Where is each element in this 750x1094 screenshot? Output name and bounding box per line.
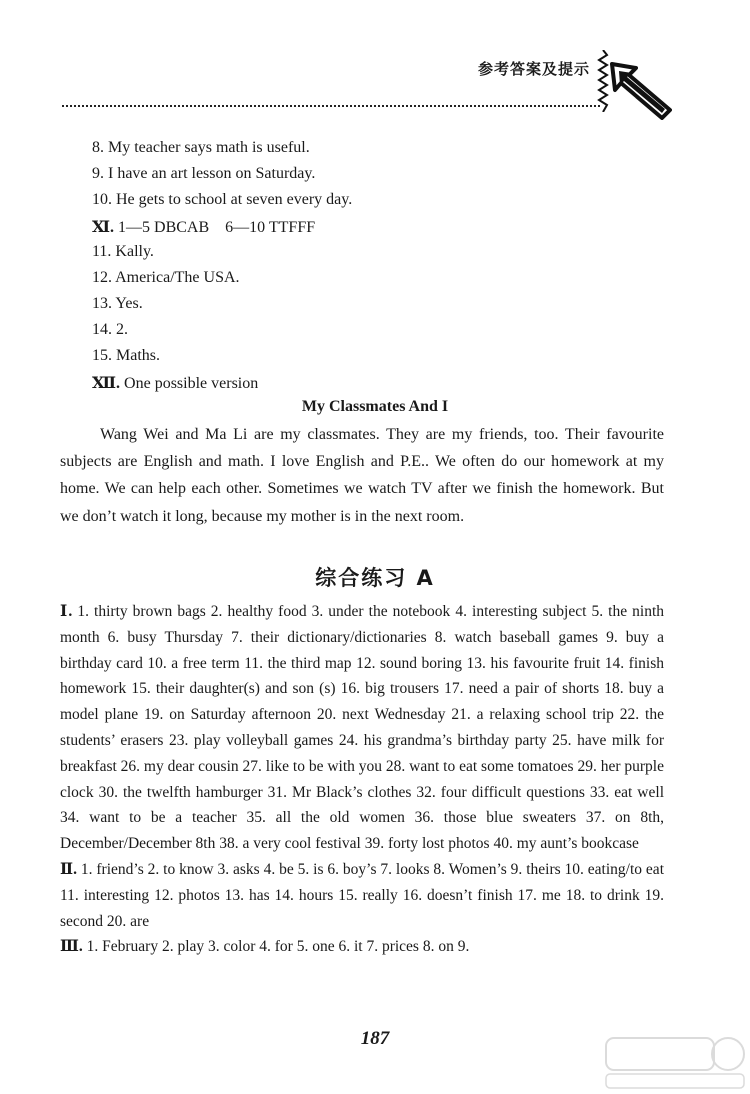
answer-text: 10. He gets to school at seven every day. bbox=[92, 191, 353, 208]
exercise-answers: 1. February 2. play 3. color 4. for 5. one 6. it 7. prices 8. on 9. bbox=[86, 938, 470, 956]
answer-line bbox=[92, 165, 315, 183]
exercise-paragraph bbox=[60, 599, 664, 857]
answer-text: 14. 2. bbox=[92, 321, 128, 338]
essay-title: My Classmates And I bbox=[301, 398, 449, 415]
answer-line bbox=[92, 217, 315, 237]
section-heading: 综合练习 A bbox=[315, 566, 435, 590]
answer-line bbox=[92, 269, 240, 287]
exercise-number: Ⅲ. bbox=[60, 938, 83, 956]
answer-text: 9. I have an art lesson on Saturday. bbox=[92, 165, 316, 182]
exercise-answers: 1. friend’s 2. to know 3. asks 4. be 5. is 6. boy’s 7. looks 8. Women’s 9. theirs 10. eating/to eat 11. interesting 12. photos 13. has 14. hours 15. really 16. doesn’t finish 17. me 18. to drink 19. second 20. are bbox=[60, 860, 664, 930]
answer-text: One possible version bbox=[120, 375, 259, 392]
answer-line bbox=[92, 191, 352, 209]
answer-text: 11. Kally. bbox=[92, 243, 154, 260]
exercise-number: Ⅱ. bbox=[60, 860, 77, 878]
exercise-paragraph bbox=[60, 857, 664, 934]
answer-text: 12. America/The USA. bbox=[92, 269, 240, 286]
exercise-number: Ⅰ. bbox=[60, 603, 73, 620]
watermark-logo bbox=[600, 1030, 750, 1094]
answer-line bbox=[92, 295, 143, 313]
section-label: Ⅻ. bbox=[92, 375, 121, 392]
answer-line bbox=[92, 139, 310, 157]
answer-line bbox=[92, 243, 154, 261]
exercise-block bbox=[60, 599, 664, 960]
zigzag-border-icon bbox=[597, 50, 609, 112]
answer-text: 8. My teacher says math is useful. bbox=[92, 139, 310, 156]
arrow-up-left-icon bbox=[610, 62, 672, 120]
section-label: Ⅺ. bbox=[92, 219, 115, 236]
answer-line bbox=[92, 347, 160, 365]
answer-text: 15. Maths. bbox=[92, 347, 160, 364]
page-header-title: 参考答案及提示 bbox=[478, 60, 591, 78]
answer-line bbox=[92, 373, 258, 393]
header-dotted-rule bbox=[62, 105, 600, 107]
answer-line bbox=[92, 321, 128, 339]
exercise-paragraph bbox=[60, 934, 664, 960]
answer-text: 1—5 DBCAB 6—10 TTFFF bbox=[114, 219, 316, 236]
essay-paragraph: Wang Wei and Ma Li are my classmates. They are my friends, too. Their favourite subjects are English and math. I love English and P.E.. We often do our homework at my home. We can help each other. Sometimes we watch TV after we finish the homework. But we don’t watch it long, because my mother is in the next room. bbox=[60, 426, 664, 525]
exercise-answers: 1. thirty brown bags 2. healthy food 3. under the notebook 4. interesting subject 5. the ninth month 6. busy Thursday 7. their dictionary/dictionaries 8. watch baseball games 9. buy a birthday card 10. a free term 11. the third map 12. sound boring 13. his favourite fruit 14. finish homework 15. their daughter(s) and son (s) 16. big trousers 17. need a pair of shorts 18. buy a model plane 19. on Saturday afternoon 20. next Wednesday 21. a relaxing school trip 22. the students’ erasers 23. play volleyball games 24. his grandma’s birthday party 25. have milk for breakfast 26. my dear cousin 27. like to be with you 28. want to eat some tomatoes 29. her purple clock 30. the twelfth hamburger 31. Mr Black’s clothes 32. four difficult questions 33. eat well 34. want to be a teacher 35. all the old women 36. those blue sweaters 37. on 8th, December/December 8th 38. a very cool festival 39. forty lost photos 40. my aunt’s bookcase bbox=[60, 603, 664, 853]
page-number: 187 bbox=[360, 1028, 390, 1049]
answer-text: 13. Yes. bbox=[92, 295, 143, 312]
